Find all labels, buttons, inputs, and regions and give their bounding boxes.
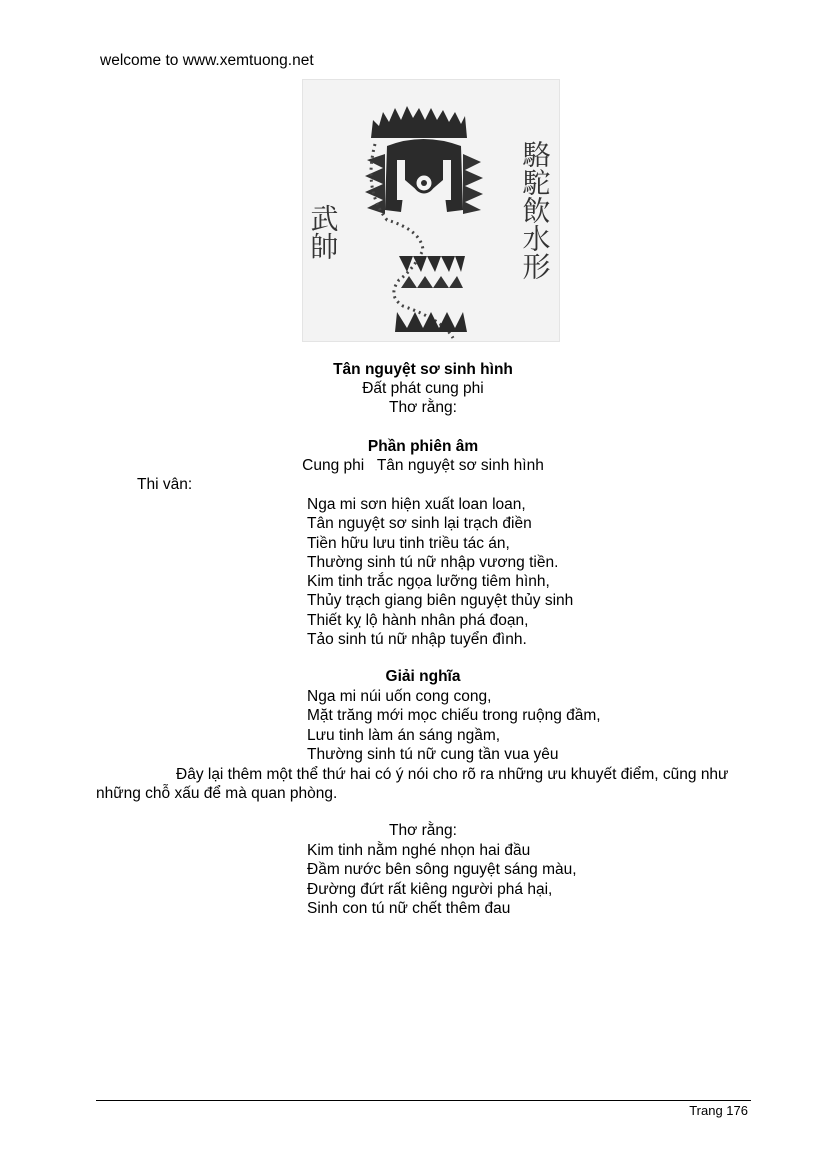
- verse-line: Thường sinh tú nữ cung tần vua yêu: [307, 745, 559, 763]
- phien-am-verse: [307, 495, 573, 649]
- verse-line: Tân nguyệt sơ sinh lại trạch điền: [307, 515, 532, 533]
- site-header-text: welcome to www.xemtuong.net: [100, 52, 314, 69]
- thi-van-label: Thi vân:: [137, 476, 193, 493]
- verse-line: Tiền hữu lưu tinh triều tác án,: [307, 534, 510, 552]
- verse-line: Kim tinh nằm nghé nhọn hai đầu: [307, 842, 531, 859]
- verse-line: Tảo sinh tú nữ nhập tuyển đình.: [307, 631, 527, 649]
- poem-intro: Thơ rằng:: [389, 399, 457, 416]
- verse-line: Mặt trăng mới mọc chiếu trong ruộng đầm,: [307, 707, 601, 725]
- giai-nghia-heading: Giải nghĩa: [385, 668, 461, 685]
- verse-line: Thường sinh tú nữ nhập vương tiền.: [307, 553, 559, 571]
- verse-line: Kim tinh trắc ngọa lưỡng tiêm hình,: [307, 573, 550, 591]
- verse-line: Lưu tinh làm án sáng ngầm,: [307, 726, 501, 744]
- verse-line: Nga mi núi uốn cong cong,: [307, 688, 492, 705]
- section-subtitle: Đất phát cung phi: [362, 380, 484, 397]
- giai-nghia-verse: [307, 687, 601, 764]
- section-title: Tân nguyệt sơ sinh hình: [333, 361, 513, 378]
- footer-rule: [96, 1100, 751, 1101]
- explanation-paragraph: [96, 765, 756, 804]
- phan-phien-am-subheading: Cung phi Tân nguyệt sơ sinh hình: [302, 457, 544, 474]
- verse-line: Thiết kỵ lộ hành nhân phá đoạn,: [307, 611, 529, 629]
- figure-right-caption: 駱駝飲水形: [518, 140, 552, 280]
- paragraph-text: Đây lại thêm một thể thứ hai có ý nói cho rõ ra những ưu khuyết điểm, cũng như những chỗ xấu để mà quan phòng.: [96, 766, 729, 803]
- figure-left-caption: 武帥: [306, 204, 340, 260]
- verse-line: Đầm nước bên sông nguyệt sáng màu,: [307, 861, 577, 879]
- verse-line: Nga mi sơn hiện xuất loan loan,: [307, 496, 526, 513]
- poem2-intro: Thơ rằng:: [389, 822, 457, 839]
- fengshui-illustration: [302, 79, 560, 342]
- verse-line: Đường đứt rất kiêng người phá hại,: [307, 880, 553, 898]
- phan-phien-am-heading: Phần phiên âm: [367, 438, 479, 455]
- verse-line: Thủy trạch giang biên nguyệt thủy sinh: [307, 592, 574, 610]
- poem2-verse: [307, 841, 577, 918]
- page-number: Trang 176: [689, 1103, 748, 1118]
- verse-line: Sinh con tú nữ chết thêm đau: [307, 899, 511, 917]
